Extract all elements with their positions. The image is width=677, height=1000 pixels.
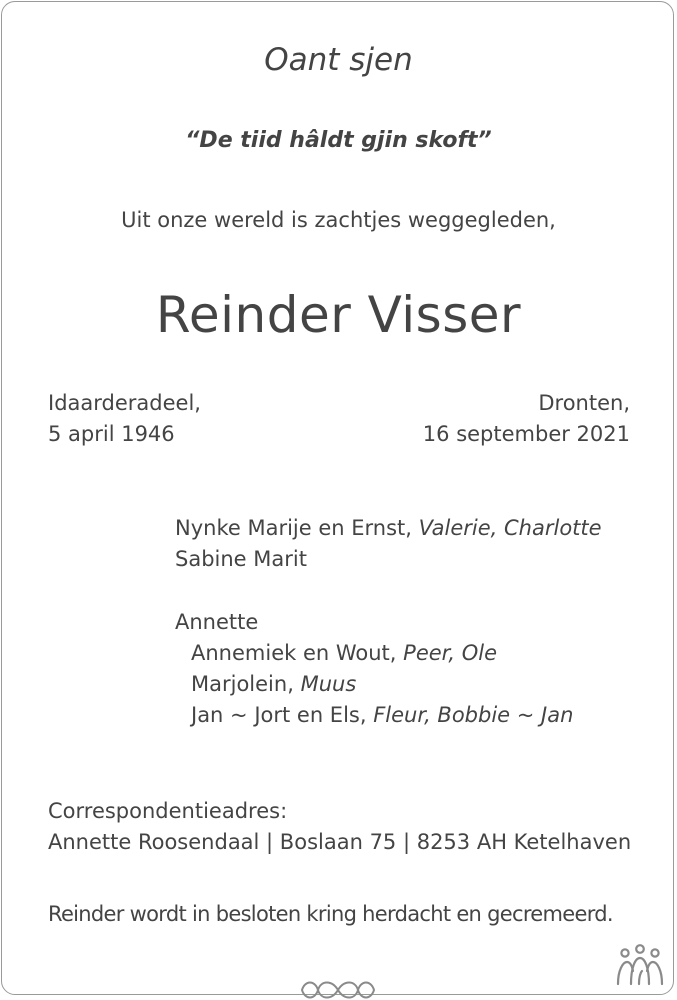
correspondence-block (48, 796, 631, 858)
family-line: Annette (175, 610, 259, 634)
death-place: Dronten, (538, 391, 630, 415)
family-names: Marjolein, (191, 672, 294, 696)
family-names: Jan ~ Jort en Els, (191, 703, 367, 727)
family-children: Peer, Ole (403, 641, 497, 665)
notice-heading: Oant sjen (264, 42, 413, 78)
birth-info (48, 388, 201, 450)
family-children: Fleur, Bobbie ~ Jan (373, 703, 574, 727)
family-children: Valerie, Charlotte (418, 516, 602, 540)
family-line (175, 700, 602, 731)
birth-place: Idaarderadeel, (48, 391, 201, 415)
notice-motto: “De tiid hâldt gjin skoft” (185, 128, 492, 153)
correspondence-address: Annette Roosendaal | Boslaan 75 | 8253 AH Ketelhaven (48, 830, 632, 854)
infinity-ornament-icon (297, 976, 379, 1000)
notice-intro: Uit onze wereld is zachtjes weggegleden, (121, 208, 556, 232)
family-names: Annemiek en Wout, (191, 641, 397, 665)
family-line (175, 513, 602, 544)
correspondence-label: Correspondentieadres: (48, 799, 288, 823)
family-children: Muus (300, 672, 357, 696)
deceased-name: Reinder Visser (155, 286, 522, 344)
closing-line: Reinder wordt in besloten kring herdacht en gecremeerd. (48, 902, 613, 926)
family-line (175, 638, 602, 669)
family-names: Nynke Marije en Ernst, (175, 516, 412, 540)
death-date: 16 september 2021 (422, 422, 630, 446)
family-line (175, 669, 602, 700)
birth-date: 5 april 1946 (48, 422, 175, 446)
family-line: Sabine Marit (175, 547, 307, 571)
family-list (175, 513, 602, 731)
death-info (423, 388, 630, 450)
mourning-family-icon (615, 944, 665, 986)
